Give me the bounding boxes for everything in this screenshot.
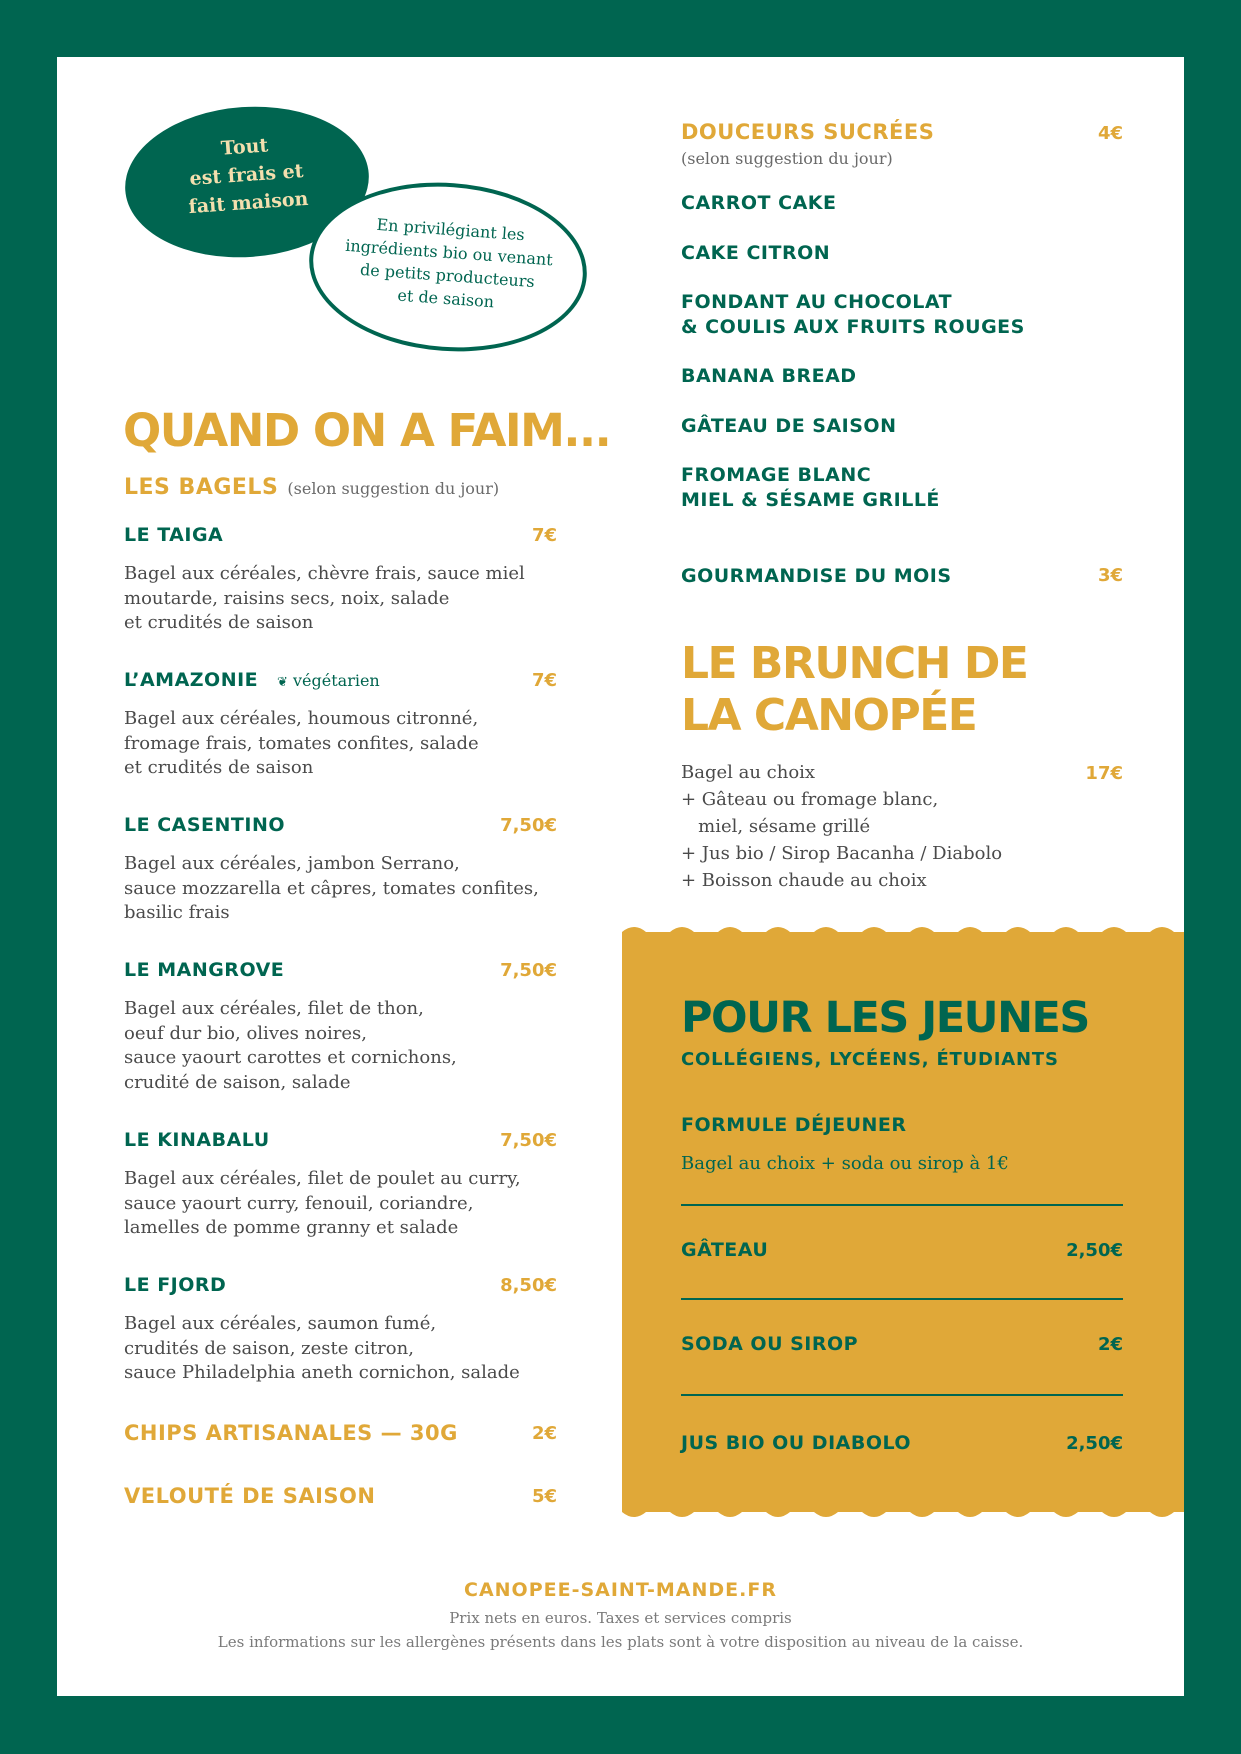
bagel-desc: Bagel aux céréales, saumon fumé, crudités de saison, zeste citron, sauce Philadelphia aneth cornichon, salade (124, 1313, 520, 1383)
bagel-name: L’AMAZONIE (124, 669, 259, 691)
youth-subtitle: COLLÉGIENS, LYCÉENS, ÉTUDIANTS (681, 1049, 1059, 1070)
extra-item-name: VELOUTÉ DE SAISON (124, 1484, 376, 1508)
fresh-badge-text: Tout est frais et fait maison (187, 134, 310, 219)
bagel-price: 8,50€ (500, 1275, 557, 1296)
bagel-name: LE MANGROVE (124, 959, 285, 981)
special-dessert-name: GOURMANDISE DU MOIS (681, 565, 952, 587)
footer-allergen-note: Les informations sur les allergènes présents dans les plats sont à votre disposition au niveau de la caisse. (217, 1633, 1024, 1651)
menu-page (57, 57, 1184, 1696)
youth-item-price: 2,50€ (1066, 1240, 1123, 1261)
bagel-desc: Bagel aux céréales, filet de poulet au curry, sauce yaourt curry, fenouil, coriandre, lamelles de pomme granny et salade (124, 1168, 521, 1238)
extra-item-price: 2€ (531, 1423, 557, 1444)
brunch-line: + Jus bio / Sirop Bacanha / Diabolo (681, 843, 1003, 864)
brunch-title-line: LE BRUNCH DE (681, 638, 1028, 689)
bagel-name: LE CASENTINO (124, 814, 285, 836)
wave-bottom-decoration (622, 1504, 1184, 1520)
brunch-price: 17€ (1085, 763, 1123, 784)
divider (681, 1394, 1123, 1396)
extra-item-name: CHIPS ARTISANALES — 30G (124, 1421, 458, 1445)
youth-item-price: 2€ (1097, 1334, 1123, 1355)
bagel-name: LE KINABALU (124, 1129, 270, 1151)
organic-badge-text: En privilégiant les ingrédients bio ou venant de petits producteurs et de saison (344, 214, 554, 312)
youth-title: POUR LES JEUNES (681, 993, 1089, 1043)
bagel-price: 7€ (531, 525, 557, 546)
brunch-line: + Boisson chaude au choix (681, 870, 927, 891)
bagel-price: 7,50€ (500, 815, 557, 836)
bagels-heading-row (124, 475, 499, 500)
brunch-line: + Gâteau ou fromage blanc, (681, 789, 939, 810)
website-link[interactable]: CANOPEE-SAINT-MANDE.FR (464, 1579, 777, 1601)
bagels-heading: LES BAGELS (124, 475, 279, 500)
extra-item-price: 5€ (531, 1486, 557, 1507)
youth-item-name: SODA OU SIROP (681, 1333, 859, 1355)
dessert-item: FROMAGE BLANC MIEL & SÉSAME GRILLÉ (681, 464, 940, 511)
bagels-note: (selon suggestion du jour) (287, 479, 500, 498)
bagel-desc: Bagel aux céréales, houmous citronné, fromage frais, tomates confites, salade et crudités de saison (124, 708, 479, 778)
brunch-title-line: LA CANOPÉE (681, 690, 977, 741)
brunch-title (681, 638, 1027, 742)
brunch-line: Bagel au choix (681, 762, 816, 783)
youth-item-price: 2,50€ (1066, 1433, 1123, 1454)
desserts-title: DOUCEURS SUCRÉES (681, 120, 935, 144)
section-title-hungry: QUAND ON A FAIM... (123, 404, 611, 457)
desserts-note: (selon suggestion du jour) (681, 149, 893, 168)
bagel-price: 7,50€ (500, 1130, 557, 1151)
desserts-price: 4€ (1097, 123, 1123, 144)
youth-item-name: JUS BIO OU DIABOLO (681, 1432, 912, 1454)
footer-price-note: Prix nets en euros. Taxes et services compris (449, 1609, 792, 1627)
bagel-desc: Bagel aux céréales, chèvre frais, sauce miel moutarde, raisins secs, noix, salade et crudités de saison (124, 563, 525, 633)
bagel-price: 7,50€ (500, 960, 557, 981)
dessert-item: BANANA BREAD (681, 365, 857, 387)
dessert-item: CARROT CAKE (681, 192, 837, 214)
wave-top-decoration (622, 924, 1184, 940)
dessert-item: CAKE CITRON (681, 242, 831, 264)
bagel-name: LE TAIGA (124, 524, 224, 546)
vegetarian-label: végétarien (293, 671, 380, 690)
bagel-desc: Bagel aux céréales, jambon Serrano, sauce mozzarella et câpres, tomates confites, basilic frais (124, 853, 539, 923)
dessert-item: GÂTEAU DE SAISON (681, 415, 897, 437)
brunch-line: miel, sésame grillé (681, 816, 871, 837)
formula-title: FORMULE DÉJEUNER (681, 1114, 907, 1136)
bagel-name: LE FJORD (124, 1274, 227, 1296)
divider (681, 1298, 1123, 1300)
dessert-item: FONDANT AU CHOCOLAT & COULIS AUX FRUITS ROUGES (681, 291, 1025, 338)
bagel-desc: Bagel aux céréales, filet de thon, oeuf dur bio, olives noires, sauce yaourt carottes et cornichons, crudité de saison, salade (124, 998, 457, 1093)
divider (681, 1204, 1123, 1206)
youth-item-name: GÂTEAU (681, 1239, 769, 1261)
special-dessert-price: 3€ (1097, 565, 1123, 586)
leaf-icon: ❦ (277, 675, 288, 690)
vegetarian-tag (277, 671, 380, 690)
bagel-price: 7€ (531, 670, 557, 691)
formula-desc: Bagel au choix + soda ou sirop à 1€ (681, 1153, 1009, 1174)
